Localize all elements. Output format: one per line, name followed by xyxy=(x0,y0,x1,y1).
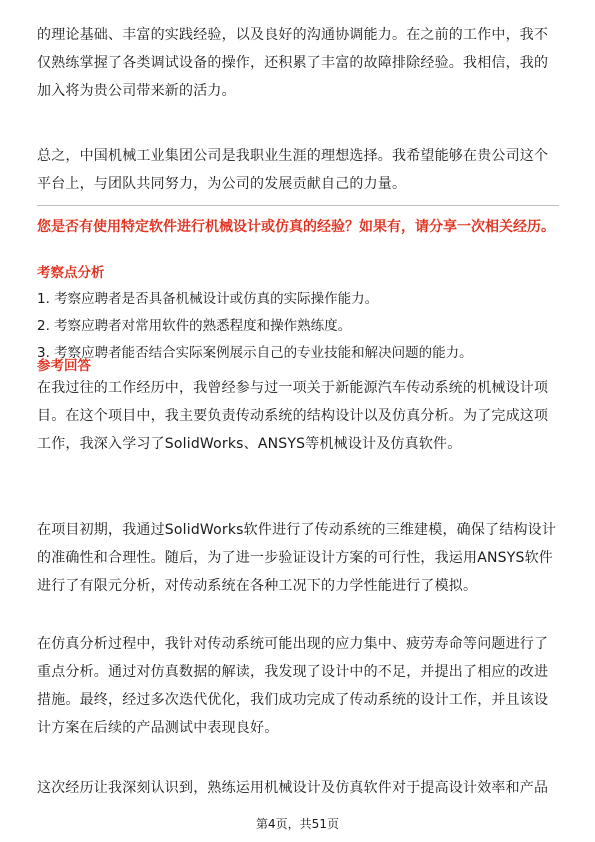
section-divider xyxy=(37,205,559,206)
answer-paragraph: 在项目初期，我通过SolidWorks软件进行了传动系统的三维建模，确保了结构设计的准确性和合理性。随后，为了进一步验证设计方案的可行性，我运用ANSYS软件进行了有限元分析，对传动系统在各种工况下的力学性能进行了模拟。 xyxy=(37,522,557,594)
analysis-heading: 考察点分析 xyxy=(37,265,105,281)
page-number: 第4页，共51页 xyxy=(256,817,339,831)
analysis-point: 1. 考察应聘者是否具备机械设计或仿真的实际操作能力。 xyxy=(37,291,379,307)
answer-paragraph: 在我过往的工作经历中，我曾经参与过一项关于新能源汽车传动系统的机械设计项目。在这个项目中，我主要负责传动系统的结构设计以及仿真分析。为了完成这项工作，我深入学习了SolidWorks、ANSYS等机械设计及仿真软件。 xyxy=(37,380,549,452)
answer-heading: 参考回答 xyxy=(37,358,91,374)
analysis-point: 2. 考察应聘者对常用软件的熟悉程度和操作熟练度。 xyxy=(37,318,352,334)
interview-question: 您是否有使用特定软件进行机械设计或仿真的经验？如果有，请分享一次相关经历。 xyxy=(37,219,555,235)
analysis-point: 3. 考察应聘者能否结合实际案例展示自己的专业技能和解决问题的能力。 xyxy=(37,345,473,361)
conclusion-paragraph: 总之，中国机械工业集团公司是我职业生涯的理想选择。我希望能够在贵公司这个平台上，与团队共同努力，为公司的发展贡献自己的力量。 xyxy=(37,148,549,192)
intro-paragraph: 的理论基础、丰富的实践经验，以及良好的沟通协调能力。在之前的工作中，我不仅熟练掌握了各类调试设备的操作，还积累了丰富的故障排除经验。我相信，我的加入将为贵公司带来新的活力。 xyxy=(37,27,549,99)
answer-paragraph: 在仿真分析过程中，我针对传动系统可能出现的应力集中、疲劳寿命等问题进行了重点分析。通过对仿真数据的解读，我发现了设计中的不足，并提出了相应的改进措施。最终，经过多次迭代优化，我们成功完成了传动系统的设计工作，并且该设计方案在后续的产品测试中表现良好。 xyxy=(37,636,549,736)
answer-paragraph: 这次经历让我深刻认识到，熟练运用机械设计及仿真软件对于提高设计效率和产品 xyxy=(37,780,549,796)
